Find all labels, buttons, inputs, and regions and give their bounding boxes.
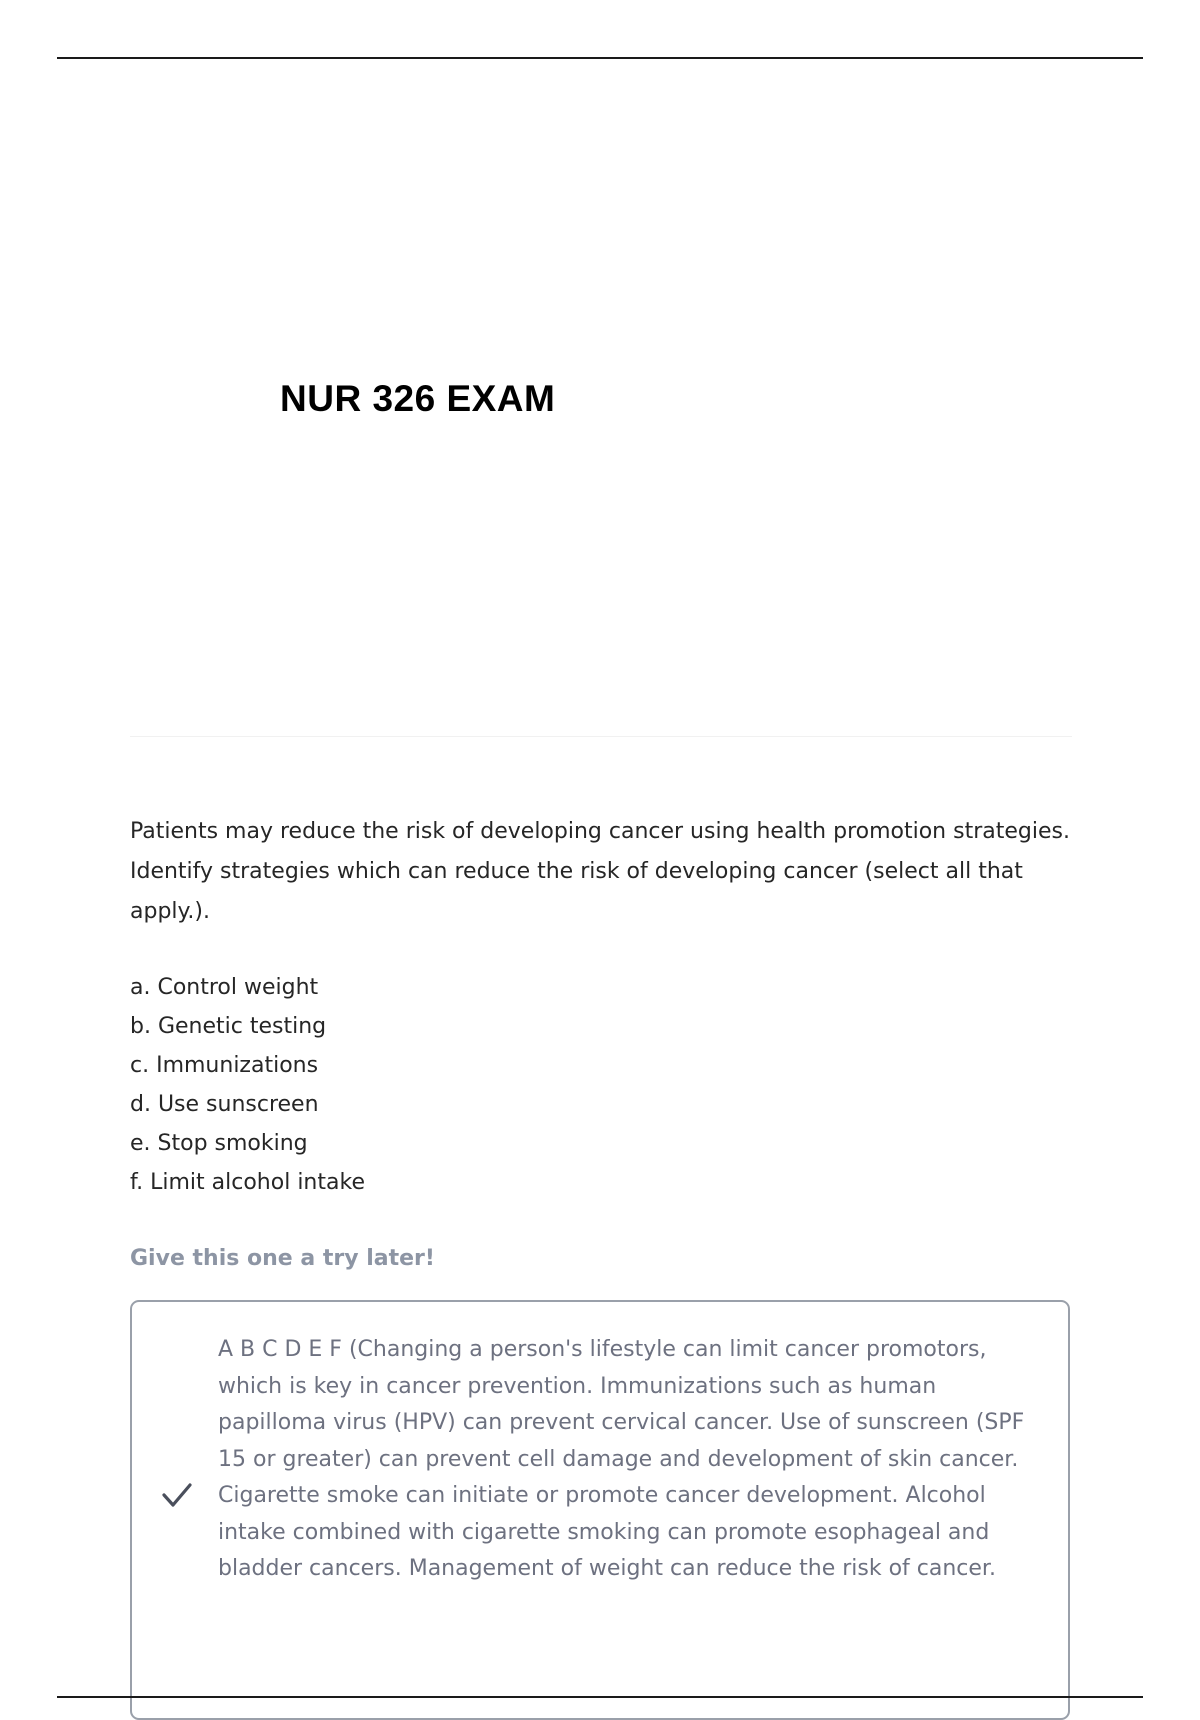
checkmark-icon: [160, 1478, 194, 1512]
option-b: b. Genetic testing: [130, 1014, 327, 1039]
answer-options-list: [130, 968, 365, 1202]
question-prompt: Patients may reduce the risk of developing cancer using health promotion strategies. Identify strategies which can reduce the risk of developing cancer (select all that apply.).: [130, 819, 1070, 924]
document-title: NUR 326 EXAM: [280, 378, 556, 419]
top-page-rule: [57, 57, 1143, 59]
try-later-link[interactable]: Give this one a try later!: [130, 1246, 435, 1271]
bottom-page-rule: [57, 1696, 1143, 1698]
option-c: c. Immunizations: [130, 1053, 319, 1078]
answer-card: [130, 1300, 1070, 1720]
option-d: d. Use sunscreen: [130, 1092, 319, 1117]
option-a: a. Control weight: [130, 975, 319, 1000]
option-f: f. Limit alcohol intake: [130, 1170, 365, 1195]
option-e: e. Stop smoking: [130, 1131, 308, 1156]
section-divider: [130, 736, 1072, 737]
answer-explanation: A B C D E F (Changing a person's lifestyle can limit cancer promotors, which is key in cancer prevention. Immunizations such as human papilloma virus (HPV) can prevent cervical cancer. Use of sunscreen (SPF 15 or greater) can prevent cell damage and development of skin cancer. Cigarette smoke can initiate or promote cancer development. Alcohol intake combined with cigarette smoking can promote esophageal and bladder cancers. Management of weight can reduce the risk of cancer.: [218, 1337, 1025, 1581]
